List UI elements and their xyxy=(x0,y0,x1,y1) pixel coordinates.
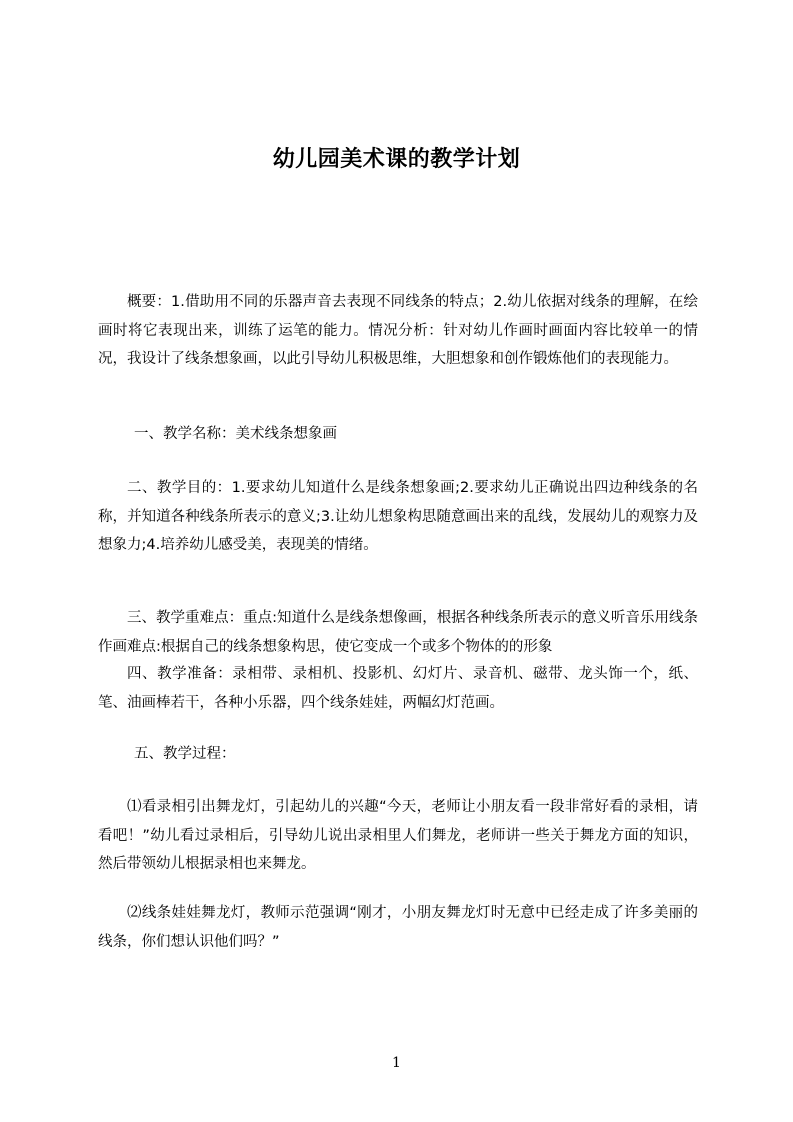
paragraph-process-step-1: ⑴看录相引出舞龙灯，引起幼儿的兴趣“今天，老师让小朋友看一段非常好看的录相，请看吧！”幼儿看过录相后，引导幼儿说出录相里人们舞龙，老师讲一些关于舞龙方面的知识，然后带领幼儿根据录相也来舞龙。 xyxy=(98,799,698,872)
page-number: 1 xyxy=(392,1055,401,1071)
paragraph-section-4: 四、教学准备：录相带、录相机、投影机、幻灯片、录音机、磁带、龙头饰一个，纸、笔、油画棒若干，各种小乐器，四个线条娃娃，两幅幻灯范画。 xyxy=(98,666,698,711)
paragraph-section-2: 二、教学目的：1.要求幼儿知道什么是线条想象画;2.要求幼儿正确说出四边种线条的名称，并知道各种线条所表示的意义;3.让幼儿想象构思随意画出来的乱线，发展幼儿的观察力及想象力;4.培养幼儿感受美，表现美的情绪。 xyxy=(98,480,698,553)
paragraph-section-5: 五、教学过程： xyxy=(134,746,236,762)
document-title: 幼儿园美术课的教学计划 xyxy=(272,147,521,172)
paragraph-section-1: 一、教学名称：美术线条想象画 xyxy=(134,426,337,442)
paragraph-section-3: 三、教学重难点：重点:知道什么是线条想像画，根据各种线条所表示的意义听音乐用线条作画难点:根据自己的线条想象构思，使它变成一个或多个物体的的形象 xyxy=(98,610,698,655)
paragraph-process-step-2: ⑵线条娃娃舞龙灯，教师示范强调“刚才，小朋友舞龙灯时无意中已经走成了许多美丽的线条，你们想认识他们吗？” xyxy=(98,905,698,950)
paragraph-summary: 概要：1.借助用不同的乐器声音去表现不同线条的特点；2.幼儿依据对线条的理解，在绘画时将它表现出来，训练了运笔的能力。情况分析：针对幼儿作画时画面内容比较单一的情况，我设计了线条想象画，以此引导幼儿积极思维，大胆想象和创作锻炼他们的表现能力。 xyxy=(98,294,698,367)
